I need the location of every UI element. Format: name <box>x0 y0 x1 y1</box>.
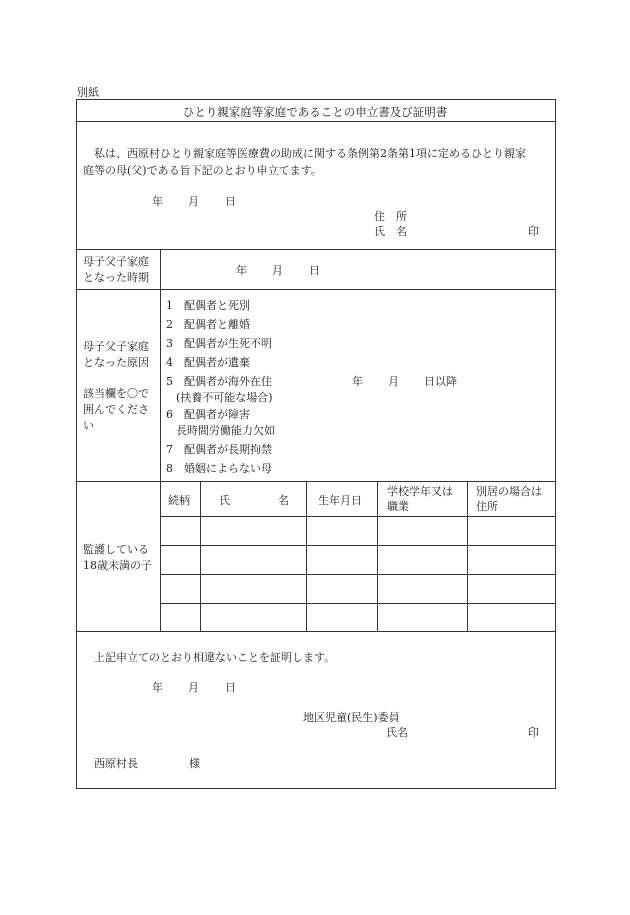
header-school-1: 学校学年又は <box>387 485 453 498</box>
abroad-month: 月 <box>388 375 399 388</box>
children-header-divider <box>160 516 556 517</box>
reason-item-number: 7 <box>166 443 173 456</box>
reason-note-2: 囲んでくださ <box>83 403 149 416</box>
period-divider <box>76 289 556 290</box>
reason-item-text: 配偶者と死別 <box>184 299 250 312</box>
title-divider <box>76 121 556 122</box>
certification-year: 年 <box>152 681 163 694</box>
header-address-1: 別居の場合は <box>476 485 542 498</box>
header-birth: 生年月日 <box>318 494 362 507</box>
period-day: 日 <box>309 264 320 277</box>
abroad-day-since: 日以降 <box>424 375 457 388</box>
reason-item-text: 配偶者が長期拘禁 <box>184 443 272 456</box>
period-label-1: 母子父子家庭 <box>83 255 149 268</box>
children-label-2: 18歳未満の子 <box>83 559 152 572</box>
reason-item <box>166 373 272 389</box>
declaration-day: 日 <box>225 195 236 208</box>
reason-item-sub: (扶養不可能な場合) <box>176 391 273 404</box>
declaration-year: 年 <box>152 195 163 208</box>
addressee: 西原村長 <box>94 757 138 770</box>
reason-item <box>166 460 272 476</box>
certification-statement: 上記申立てのとおり相違ないことを証明します。 <box>94 651 336 664</box>
reason-note-3: い <box>83 419 94 432</box>
addressee-honorific: 様 <box>189 757 200 770</box>
declaration-line-2: 庭等の母(父)である旨下記のとおり申立てます。 <box>83 164 322 177</box>
reason-note-1: 該当欄を〇で <box>83 387 149 400</box>
reason-item-sub: 長時間労働能力欠如 <box>176 424 275 437</box>
header-relation: 続柄 <box>168 494 190 507</box>
form-frame <box>76 99 556 789</box>
header-name-given: 名 <box>278 494 289 507</box>
reason-label-2: となった原因 <box>83 356 149 369</box>
reason-item-text: 婚姻によらない母 <box>184 462 272 475</box>
declaration-divider <box>76 249 556 250</box>
reason-item-number: 6 <box>166 408 173 421</box>
reason-item <box>166 354 250 370</box>
reason-item <box>166 335 272 351</box>
reason-item-number: 4 <box>166 356 173 369</box>
reason-item <box>166 316 250 332</box>
reason-item-text: 配偶者が海外在住 <box>184 375 272 388</box>
commissioner-title: 地区児童(民生)委員 <box>303 711 400 724</box>
attachment-label: 別紙 <box>77 86 99 99</box>
certification-month: 月 <box>188 681 199 694</box>
children-label-1: 監護している <box>83 543 149 556</box>
reason-item <box>166 297 250 313</box>
children-row-divider <box>160 574 556 575</box>
reason-item-text: 配偶者が障害 <box>184 408 250 421</box>
children-divider <box>76 631 556 632</box>
reason-divider <box>76 481 556 482</box>
reason-item-number: 2 <box>166 318 173 331</box>
children-row-divider <box>160 545 556 546</box>
reason-item-text: 配偶者が遺棄 <box>184 356 250 369</box>
reason-item-number: 3 <box>166 337 173 350</box>
header-name-family: 氏 <box>219 494 230 507</box>
declaration-line-1: 私は、西原村ひとり親家庭等医療費の助成に関する条例第2条第1項に定めるひとり親家 <box>94 147 526 160</box>
seal-mark: 印 <box>528 225 539 238</box>
certification-day: 日 <box>225 681 236 694</box>
period-year: 年 <box>236 264 247 277</box>
reason-item-number: 5 <box>166 375 173 388</box>
reason-item <box>166 406 250 422</box>
commissioner-seal: 印 <box>528 726 539 739</box>
school-column-divider <box>467 481 468 631</box>
name-label: 氏 名 <box>374 225 407 238</box>
declaration-month: 月 <box>188 195 199 208</box>
birth-column-divider <box>377 481 378 631</box>
header-address-2: 住所 <box>476 500 498 513</box>
address-label: 住 所 <box>374 210 407 223</box>
period-label-2: となった時期 <box>83 271 149 284</box>
reason-item-number: 1 <box>166 299 173 312</box>
period-month: 月 <box>272 264 283 277</box>
commissioner-name-label: 氏名 <box>386 726 408 739</box>
header-school-2: 職業 <box>387 500 409 513</box>
abroad-year: 年 <box>352 375 363 388</box>
reason-item-text: 配偶者が生死不明 <box>184 337 272 350</box>
reason-item-text: 配偶者と離婚 <box>184 318 250 331</box>
name-column-divider <box>306 481 307 631</box>
children-row-divider <box>160 603 556 604</box>
relation-column-divider <box>200 481 201 631</box>
reason-item <box>166 441 272 457</box>
reason-item-number: 8 <box>166 462 173 475</box>
form-title: ひとり親家庭等家庭であることの申立書及び証明書 <box>182 105 448 119</box>
reason-label-1: 母子父子家庭 <box>83 340 149 353</box>
label-column-divider <box>160 249 161 631</box>
